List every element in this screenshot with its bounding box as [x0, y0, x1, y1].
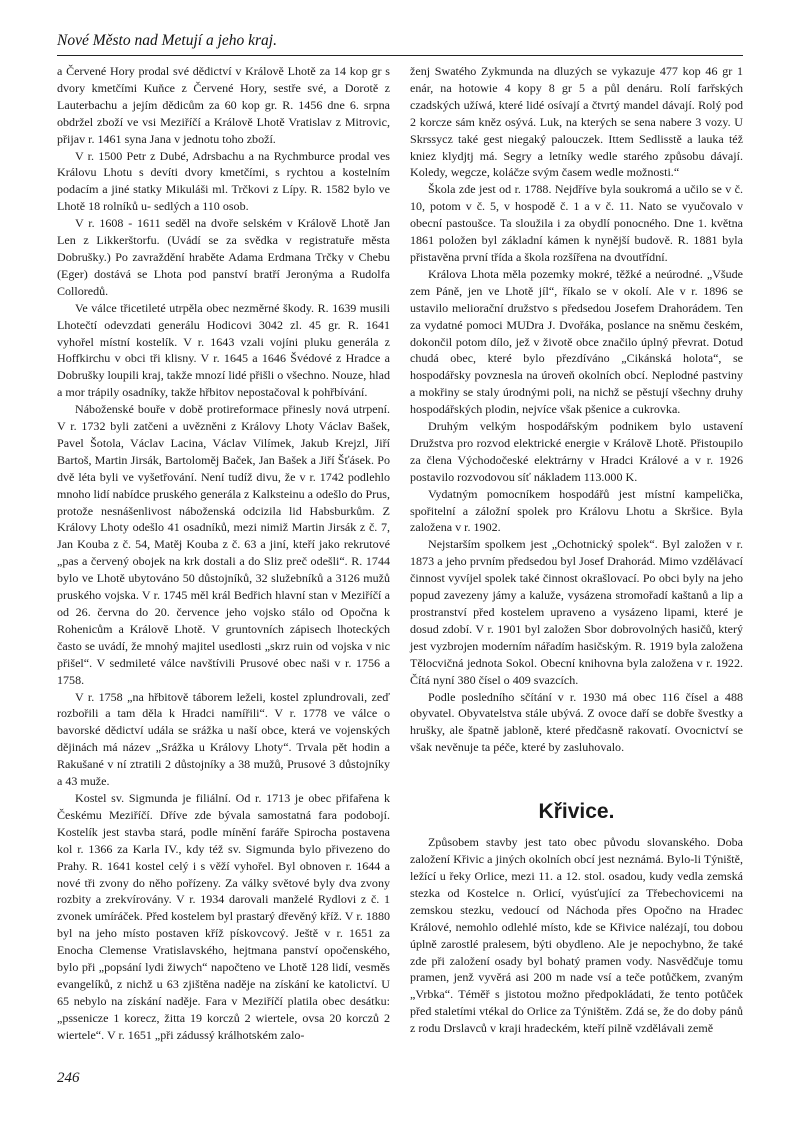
paragraph: V r. 1500 Petr z Dubé, Adrsbachu a na Rychmburce prodal ves Královu Lhotu s devíti dvory kmetčími, s rychtou a kostelním podacím a jiné statky Mikuláši ml. Trčkovi z Lípy. R. 1582 bylo ve Lhotě 18 rolníků u- sedlých a 110 osob.	[57, 148, 390, 214]
header-divider	[57, 55, 743, 56]
paragraph: ženj Swatého Zykmunda na dluzých se vykazuje 477 kop 46 gr 1 enár, na hotowie 4 kopy 8 gr 5 a půl denáru. Rolí farřských czadských užíwá, které lidé osívají a čtvrtý mandel dávají. Rolý pod 2 korcze sám kněz osývá. Luk, na kterých se sena nabere 3 vozy. U Skrssycz také gest niegaký palouczek. Ittem Sedlisstě a lauka též kniez klydjtj má. Segry a letníky wedle starého způsobu dávají. Koledy, wegcze, koláčze svým časem wedle možnosti.“	[410, 64, 743, 180]
paragraph: Druhým velkým hospodářským podnikem bylo ustavení Družstva pro rozvod elektrické energie v Královĕ Lhotě. Přistoupilo za člena Východočeské elektrárny v Hradci Králové a v r. 1926 postavilo rozvodovou síť nákladem 113.000 K.	[410, 419, 743, 484]
paragraph: Vydatným pomocníkem hospodářů jest místní kampelička, spořitelní a záložní spolek pro Královu Lhotu a Skršice. Byla založena v r. 1902.	[410, 486, 743, 535]
paragraph: V r. 1608 - 1611 seděl na dvoře selském v Králově Lhotě Jan Len z Likkerštorfu. (Uvádí se za svědka v registratuře města Dobrušky.) Po zavraždění hraběte Adama Erdmana Trčky v Chebu (Eger) dostává se Lhota pod panství bratří Jeronýma a Rudolfa Colloredů.	[57, 216, 390, 298]
left-column	[57, 63, 390, 1044]
paragraph: a Červené Hory prodal své dědictví v Královĕ Lhotě za 14 kop gr s dvory kmetčími Kuňce z Červené Hory, sestře své, a Dorotě z Lauterbachu a jejím dědicům za 60 kop gr. R. 1456 dne 6. srpna obdržel zboží ve vsi Meziříčí a Králově Lhotě Vratislav z Mitrovic, přijav r. 1461 syna Jana v jednotu toho zboží.	[57, 64, 390, 146]
right-column	[410, 63, 743, 1037]
running-header: Nové Město nad Metují a jeho kraj.	[57, 32, 277, 49]
paragraph: Způsobem stavby jest tato obec původu slovanského. Doba založení Křivic a jiných okolních obcí jest neznámá. Bylo-li Týniště, ležící u řeky Orlice, mezi 11. a 12. stol. osadou, kudy vedla zemská stezka od Kostelce n. Orlicí, vyúsťující za Třebechovicemi na zemskou stezku, vedoucí od Náchoda přes Opočno na Hradec Králové, nemohlo odlehlé místo, kde se Křivice nalézají, tou dobou úplně zarostlé pralesem, býti obydleno. Ale je nepochybno, že také zde při založení osady byl bohatý pramen vody. Nasvědčuje tomu pramen, jenž vyvěrá asi 200 m nade vsí a teče potůčkem, zvaným „Vrbka“. Téměř s jistotou možno předpokládati, že tento potůček před staletími vtékal do Orlice za Týništěm. Zdá se, že do doby pánů z rodu Drslavců v kraji hradeckém, kteří pilně vzdělávali země	[410, 835, 743, 1036]
paragraph: Králova Lhota měla pozemky mokré, těžké a neúrodné. „Všude zem Páně, jen ve Lhotě jíl“, říkalo se v okolí. Ale v r. 1896 se ustavilo meliorační družstvo s předsedou Josefem Drahorádem. Ten za vydatné pomoci MUDra J. Dvořáka, poslance na sněmu českém, dokončil potom dílo, jež v životě obce značilo úplný převrat. Dotud chudá obec, které bylo přezdíváno „Cikánská holota“, se hospodářsky povznesla na úroveň okolních obcí. Neplodné pastviny a mokřiny se staly úrodnými poli, na nichž se pěstují všechny druhy hospodářských plodin, nejvíce však pšenice a cukrovka.	[410, 266, 743, 417]
paragraph: Ve válce třicetileté utrpěla obec nezměrné škody. R. 1639 musili Lhotečtí odevzdati generálu Hodicovi 3042 zl. 45 gr. R. 1641 vyhořel místní kostelík. V r. 1643 vzali vojíni pluku generála z Hoffkirchu v obci tři klisny. V r. 1645 a 1646 Švédové z Hradce a Dobrušky loupili kraj, takže mnozí lidé přišli o všechno. Nouze, hlad a mor trápily osadníky, takže hřbitov nepostačoval k pohřbívání.	[57, 300, 390, 400]
section-heading: Křivice.	[538, 800, 615, 824]
paragraph: Náboženské bouře v době protireformace přinesly nová utrpení. V r. 1732 byli zatčeni a uvězněni z Královy Lhoty Václav Bašek, Pavel Šotola, Václav Lacina, Václav Vilímek, Jakub Krejzl, Jiří Bartoš, Martin Jirsák, Bartoloměj Baček, Jan Bašek a Jiří Šťásek. Po dvě léta byli ve vyšetřování. Není tudíž divu, že v r. 1742 podlehlo mnoho lidí nabídce pruského generála z Kalksteinu a odešlo do Prus, protože nesnášenlivost náboženská odcizila lid Habsburkům. Z Královy Lhoty odešlo 41 osadníků, mezi nimiž Martin Jirsák z č. 7, Jan Kouba z č. 54, Matěj Kouba z č. 63 a jiní, kteří jako rekrutové „pas a červený obojek na krk dostali a do Sliz preč odešli“. R. 1744 bylo ve Lhotě ubytováno 50 důstojníků, 32 služebníků a 3126 mužů pruského vojska. V r. 1745 měl král Bedřich hlavní stan v Meziříčí a od 26. června do 20. července jeho vojsko stálo od Opočna k Rohenicům a Královĕ Lhotě. V gruntovních zápisech lhoteckých často se uvádí, že mnohý majitel usedlosti „skrz ruin od vojska v nic přišel“. V sedmileté válce navštívili Prusové obec naši v r. 1756 a 1758.	[57, 402, 390, 687]
page-number: 246	[57, 1070, 80, 1086]
paragraph: Podle posledního sčítání v r. 1930 má obec 116 čísel a 488 obyvatel. Obyvatelstva stále ubývá. Z ovoce daří se dobře švestky a hrušky, ale špatně jabloně, které předčasně rakovatí. Ovocnictví se však nevěnuje ta péče, které by zasluhovalo.	[410, 689, 743, 755]
paragraph: V r. 1758 „na hřbitově táborem leželi, kostel zplundrovali, zeď rozbořili a tam děla k Hradci namířili“. V r. 1778 ve válce o bavorské dědictví udála se srážka u naší obce, která ve vojenských dějinách má název „Srážka u Královy Lhoty“. Trvala pět hodin a Rakušané v ní ztratili 2 důstojníky a 38 mužů, Prusové 3 důstojníky a 43 muže.	[57, 689, 390, 789]
paragraph: Kostel sv. Sigmunda je filiální. Od r. 1713 je obec přifařena k Českému Meziříčí. Dříve zde bývala samostatná fara podobojí. Kostelík jest stavba stará, podle mínění faráře Spirocha postavena kol r. 1366 za Karla IV., kdy též sv. Sigmunda bylo přivezeno do Prahy. R. 1641 kostel celý i s věží vyhořel. Byl obnoven r. 1644 a nové tři zvony do něho pořízeny. Za války světové byly dva zvony rozbity a zrekvírovány. V r. 1934 darovali manželé Rydlovi z č. 1 zvonek umíráček. Před kostelem byl prastarý dřevěný kříž. V r. 1880 byl na jeho místo postaven kříž pískovcový. Ještě v r. 1651 za Enocha Clemense Vratislavského, hejtmana panství opočenského, bylo při „popsání lydi žiwych“ napočteno ve Lhotě 128 lidí, vesměs evangelíků, z nichž u 63 zjištěna naděje na získání ke katolictví. U 65 nebylo na získání naděje. Fara v Meziříčí platila obec desátku: „pssenicze 1 korecz, žitta 19 korczů 2 wiertele, ovsa 20 korczů 2 wiertele“. V r. 1651 „při zádussý králhotském zalo-	[57, 790, 390, 1042]
paragraph: Škola zde jest od r. 1788. Nejdříve byla soukromá a učilo se v č. 10, potom v č. 5, v hospodě č. 1 a v č. 11. Nato se vyučovalo v obecní pastoušce. Ta sloužila i za obydlí ponocného. Dne 1. května 1861 položen byl základní kámen k nynější budově. R. 1881 byla přistavěna první třída a škola rozšířena na dvoutřídní.	[410, 182, 743, 264]
paragraph: Nejstarším spolkem jest „Ochotnický spolek“. Byl založen v r. 1873 a jeho prvním předsedou byl Josef Drahorád. Mimo vzdělávací činnost vyvíjel spolek také činnost okrašlovací. Po obci byly na jeho popud zavezeny jámy a kaluže, vysázena stromořadí kaštanů a lip a prostranství před kostelem upraveno a vysázeno lipami, které je dosud zdobí. V r. 1901 byl založen Sbor dobrovolných hasičů, který jest vyzbrojen moderním nářadím hasičským. R. 1919 byla založena Tělocvičná jednota Sokol. Obecní knihovna byla založena v r. 1922. Čítá nyní 380 čísel o 409 svazcích.	[410, 537, 743, 687]
